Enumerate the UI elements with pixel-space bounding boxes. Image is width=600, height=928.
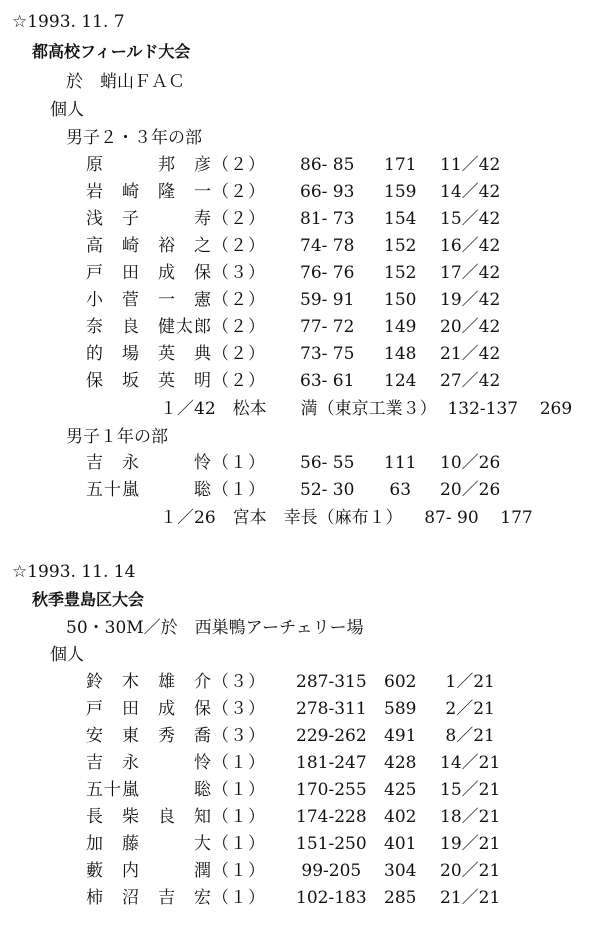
table-row bbox=[0, 236, 600, 256]
table-row bbox=[0, 182, 600, 202]
table-row bbox=[0, 209, 600, 229]
round-scores: 76- 76 bbox=[300, 263, 355, 283]
rank: 20／21 bbox=[440, 861, 501, 881]
table-row bbox=[0, 453, 600, 473]
round-scores: 181-247 bbox=[296, 753, 367, 773]
total-score: 402 bbox=[384, 807, 417, 827]
round-scores: 77- 72 bbox=[300, 317, 355, 337]
athlete-name: 五十嵐 聡（１） bbox=[86, 780, 266, 800]
athlete-name: 原 邦 彦（２） bbox=[86, 155, 266, 175]
round-scores: 170-255 bbox=[296, 780, 367, 800]
table-row bbox=[0, 344, 600, 364]
rank: 27／42 bbox=[440, 371, 501, 391]
total-score: 285 bbox=[384, 888, 417, 908]
athlete-name: 戸 田 成 保（３） bbox=[86, 263, 266, 283]
round-scores: 102-183 bbox=[296, 888, 367, 908]
rank: 2／21 bbox=[440, 699, 495, 719]
total-score: 111 bbox=[384, 453, 417, 473]
rank: 20／26 bbox=[440, 480, 501, 500]
round-scores: 66- 93 bbox=[300, 182, 355, 202]
athlete-name: 長 柴 良 知（１） bbox=[86, 807, 266, 827]
section1-event-title: 都高校フィールド大会 bbox=[32, 42, 191, 61]
section2-venue: 50・30M／於 西巣鴨アーチェリー場 bbox=[66, 618, 364, 638]
athlete-name: 戸 田 成 保（３） bbox=[86, 699, 266, 719]
total-score: 428 bbox=[384, 753, 417, 773]
section1-division-heading: 男子２・３年の部 bbox=[66, 128, 202, 148]
rank: 11／42 bbox=[440, 155, 501, 175]
round-scores: 86- 85 bbox=[300, 155, 355, 175]
athlete-name: 柿 沼 吉 宏（１） bbox=[86, 888, 266, 908]
table-row bbox=[0, 317, 600, 337]
total-score: 491 bbox=[384, 726, 417, 746]
section1-division2-heading: 男子１年の部 bbox=[66, 427, 168, 447]
round-scores: 73- 75 bbox=[300, 344, 355, 364]
total-score: 589 bbox=[384, 699, 417, 719]
rank: 16／42 bbox=[440, 236, 501, 256]
total-score: 152 bbox=[384, 263, 417, 283]
athlete-name: 浅 子 寿（２） bbox=[86, 209, 266, 229]
round-scores: 59- 91 bbox=[300, 290, 355, 310]
round-scores: 52- 30 bbox=[300, 480, 355, 500]
rank: 18／21 bbox=[440, 807, 501, 827]
total-score: 425 bbox=[384, 780, 417, 800]
round-scores: 99-205 bbox=[296, 861, 362, 881]
table-row bbox=[0, 672, 600, 692]
athlete-name: 的 場 英 典（２） bbox=[86, 344, 266, 364]
section2-category: 個人 bbox=[50, 645, 84, 665]
total-score: 124 bbox=[384, 371, 417, 391]
rank: 21／42 bbox=[440, 344, 501, 364]
table-row bbox=[0, 263, 600, 283]
total-score: 154 bbox=[384, 209, 417, 229]
section1-venue: 於 蛸山ＦＡＣ bbox=[66, 72, 185, 92]
rank: 19／42 bbox=[440, 290, 501, 310]
athlete-name: 五十嵐 聡（１） bbox=[86, 480, 266, 500]
athlete-name: 小 菅 一 憲（２） bbox=[86, 290, 266, 310]
table-row bbox=[0, 726, 600, 746]
total-score: 148 bbox=[384, 344, 417, 364]
table-row bbox=[0, 861, 600, 881]
round-scores: 287-315 bbox=[296, 672, 367, 692]
rank: 15／21 bbox=[440, 780, 501, 800]
total-score: 602 bbox=[384, 672, 417, 692]
round-scores: 229-262 bbox=[296, 726, 367, 746]
total-score: 401 bbox=[384, 834, 417, 854]
round-scores: 81- 73 bbox=[300, 209, 355, 229]
athlete-name: 藪 内 潤（１） bbox=[86, 861, 266, 881]
table-row bbox=[0, 834, 600, 854]
table-row bbox=[0, 155, 600, 175]
athlete-name: 吉 永 怜（１） bbox=[86, 453, 266, 473]
section2-event-title: 秋季豊島区大会 bbox=[32, 590, 145, 609]
rank: 19／21 bbox=[440, 834, 501, 854]
round-scores: 278-311 bbox=[296, 699, 367, 719]
rank: 17／42 bbox=[440, 263, 501, 283]
athlete-name: 高 崎 裕 之（２） bbox=[86, 236, 266, 256]
rank: 14／42 bbox=[440, 182, 501, 202]
rank: 8／21 bbox=[440, 726, 495, 746]
rank: 10／26 bbox=[440, 453, 501, 473]
total-score: 150 bbox=[384, 290, 417, 310]
table-row bbox=[0, 888, 600, 908]
athlete-name: 安 東 秀 喬（３） bbox=[86, 726, 266, 746]
round-scores: 56- 55 bbox=[300, 453, 355, 473]
round-scores: 74- 78 bbox=[300, 236, 355, 256]
total-score: 159 bbox=[384, 182, 417, 202]
round-scores: 63- 61 bbox=[300, 371, 355, 391]
athlete-name: 鈴 木 雄 介（３） bbox=[86, 672, 266, 692]
division-winner-summary: １／26 宮本 幸長（麻布１） 87- 90 177 bbox=[160, 508, 533, 528]
table-row bbox=[0, 753, 600, 773]
rank: 20／42 bbox=[440, 317, 501, 337]
table-row bbox=[0, 290, 600, 310]
rank: 21／21 bbox=[440, 888, 501, 908]
table-row bbox=[0, 807, 600, 827]
athlete-name: 加 藤 大（１） bbox=[86, 834, 266, 854]
section2-date: ☆1993. 11. 14 bbox=[12, 562, 136, 582]
rank: 14／21 bbox=[440, 753, 501, 773]
table-row bbox=[0, 780, 600, 800]
athlete-name: 吉 永 怜（１） bbox=[86, 753, 266, 773]
rank: 15／42 bbox=[440, 209, 501, 229]
athlete-name: 奈 良 健太郎（２） bbox=[86, 317, 266, 337]
round-scores: 174-228 bbox=[296, 807, 367, 827]
athlete-name: 保 坂 英 明（２） bbox=[86, 371, 266, 391]
division-winner-summary: １／42 松本 満（東京工業３） 132-137 269 bbox=[160, 399, 573, 419]
rank: 1／21 bbox=[440, 672, 495, 692]
total-score: 304 bbox=[384, 861, 417, 881]
total-score: 149 bbox=[384, 317, 417, 337]
athlete-name: 岩 崎 隆 一（２） bbox=[86, 182, 266, 202]
table-row bbox=[0, 699, 600, 719]
section1-category: 個人 bbox=[50, 100, 84, 120]
total-score: 152 bbox=[384, 236, 417, 256]
table-row bbox=[0, 371, 600, 391]
table-row bbox=[0, 480, 600, 500]
section1-date: ☆1993. 11. 7 bbox=[12, 12, 125, 32]
round-scores: 151-250 bbox=[296, 834, 367, 854]
total-score: 171 bbox=[384, 155, 417, 175]
total-score: 63 bbox=[384, 480, 412, 500]
